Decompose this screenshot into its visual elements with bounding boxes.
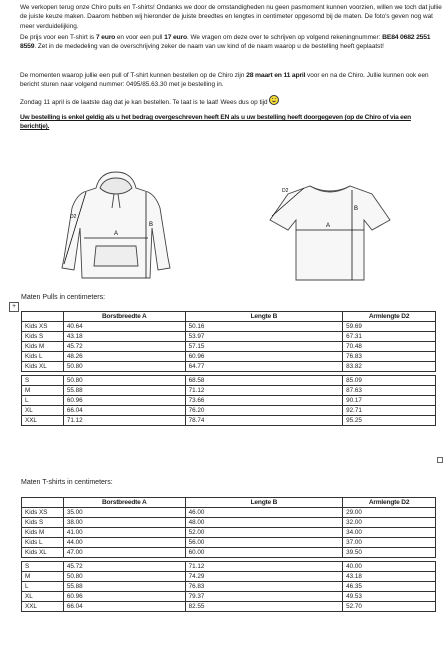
- hoodie-label-b: B: [149, 222, 154, 228]
- value-cell: 70.48: [343, 342, 436, 352]
- resize-handle-icon[interactable]: [437, 457, 443, 463]
- value-cell: 48.26: [63, 352, 185, 362]
- value-cell: 82.55: [185, 602, 343, 612]
- p2-text-a: De prijs voor een T-shirt is: [20, 34, 96, 41]
- value-cell: 46.00: [185, 508, 343, 518]
- value-cell: 85.09: [343, 376, 436, 386]
- value-cell: 55.88: [63, 386, 185, 396]
- size-cell: S: [22, 376, 64, 386]
- size-cell: Kids XL: [22, 362, 64, 372]
- value-cell: 40.00: [343, 562, 436, 572]
- tshirts-section-title: Maten T-shirts in centimeters:: [21, 479, 113, 486]
- size-cell: XXL: [22, 602, 64, 612]
- value-cell: 73.66: [185, 396, 343, 406]
- table-row: [22, 386, 436, 396]
- tshirt-label-d2: D2: [282, 188, 289, 194]
- value-cell: 60.96: [63, 396, 185, 406]
- size-cell: S: [22, 562, 64, 572]
- p2-text-b: en voor een pull: [115, 34, 165, 41]
- size-cell: Kids M: [22, 528, 64, 538]
- table-header-cell: Lengte B: [185, 312, 343, 322]
- size-cell: Kids L: [22, 352, 64, 362]
- value-cell: 44.00: [63, 538, 185, 548]
- table-header-cell: [22, 312, 64, 322]
- value-cell: 46.35: [343, 582, 436, 592]
- table-row: [22, 548, 436, 558]
- size-cell: M: [22, 572, 64, 582]
- table-row: [22, 396, 436, 406]
- value-cell: 41.00: [63, 528, 185, 538]
- value-cell: 29.00: [343, 508, 436, 518]
- table-header-cell: Armlengte D2: [343, 312, 436, 322]
- value-cell: 43.18: [343, 572, 436, 582]
- value-cell: 34.00: [343, 528, 436, 538]
- validity-notice: Uw bestelling is enkel geldig als u het bedrag overgeschreven heeft EN als u uw bestelling heeft doorgegeven (op de Chiro of via een berichtje).: [20, 114, 411, 131]
- value-cell: 66.04: [63, 406, 185, 416]
- value-cell: 59.69: [343, 322, 436, 332]
- table-row: [22, 406, 436, 416]
- value-cell: 78.74: [185, 416, 343, 426]
- value-cell: 68.58: [185, 376, 343, 386]
- table-row: [22, 322, 436, 332]
- value-cell: 38.00: [63, 518, 185, 528]
- smiley-icon: [269, 95, 279, 105]
- size-cell: Kids S: [22, 332, 64, 342]
- value-cell: 71.12: [185, 386, 343, 396]
- value-cell: 92.71: [343, 406, 436, 416]
- size-cell: XXL: [22, 416, 64, 426]
- table-header-cell: Armlengte D2: [343, 498, 436, 508]
- value-cell: 32.00: [343, 518, 436, 528]
- table-row: [22, 538, 436, 548]
- value-cell: 60.00: [185, 548, 343, 558]
- tshirt-diagram: [268, 180, 392, 284]
- value-cell: 39.50: [343, 548, 436, 558]
- intro-paragraph-3: [20, 71, 442, 90]
- account-number: BE84 0682 2551 8559: [20, 34, 431, 51]
- table-header-row: [22, 498, 436, 508]
- order-dates: 28 maart en 11 april: [246, 72, 306, 79]
- table-row: [22, 362, 436, 372]
- hoodie-diagram: [56, 168, 178, 290]
- p2-text-c: . We vragen om deze over te schrijven op volgend rekeningnummer:: [186, 34, 383, 41]
- pocket-shape: [94, 246, 138, 266]
- value-cell: 74.29: [185, 572, 343, 582]
- table-row: [22, 352, 436, 362]
- value-cell: 45.72: [63, 562, 185, 572]
- value-cell: 76.20: [185, 406, 343, 416]
- table-header-cell: [22, 498, 64, 508]
- value-cell: 35.00: [63, 508, 185, 518]
- p3-text-b: voor en na de Chiro. Jullie kunnen ook een bericht sturen naar volgend nummer: 0495/85.63.30 met je bestelling in.: [20, 72, 429, 89]
- intro-paragraph-4: [20, 95, 442, 107]
- value-cell: 71.12: [185, 562, 343, 572]
- hoodie-label-a: A: [114, 231, 119, 237]
- value-cell: 47.00: [63, 548, 185, 558]
- p2-text-d: . Zet in de mededeling van de overschrijving zeker de naam van uw kind of de naam waarop u de bestelling heeft geplaatst!: [34, 43, 384, 51]
- value-cell: 60.96: [185, 352, 343, 362]
- value-cell: 76.83: [343, 352, 436, 362]
- value-cell: 50.80: [63, 362, 185, 372]
- table-row: [22, 416, 436, 426]
- table-row: [22, 582, 436, 592]
- value-cell: 50.16: [185, 322, 343, 332]
- value-cell: 90.17: [343, 396, 436, 406]
- value-cell: 83.82: [343, 362, 436, 372]
- tshirts-size-table: [21, 497, 436, 612]
- size-cell: L: [22, 396, 64, 406]
- intro-paragraph-2: [20, 33, 442, 52]
- size-cell: Kids M: [22, 342, 64, 352]
- table-row: [22, 518, 436, 528]
- size-cell: Kids XS: [22, 508, 64, 518]
- p3-text-a: De momenten waarop jullie een pull of T-shirt kunnen bestellen op de Chiro zijn: [20, 72, 247, 79]
- table-row: [22, 332, 436, 342]
- table-row: [22, 562, 436, 572]
- size-cell: Kids S: [22, 518, 64, 528]
- size-cell: L: [22, 582, 64, 592]
- table-header-cell: Borstbreedte A: [63, 312, 185, 322]
- tshirt-price: 7 euro: [95, 34, 116, 41]
- table-header-cell: Borstbreedte A: [63, 498, 185, 508]
- p4-text: Zondag 11 april is de laatste dag dat je kan bestellen. Te laat is te laat! Wees dus op tijd: [20, 99, 270, 106]
- value-cell: 53.97: [185, 332, 343, 342]
- size-cell: Kids L: [22, 538, 64, 548]
- value-cell: 64.77: [185, 362, 343, 372]
- value-cell: 71.12: [63, 416, 185, 426]
- value-cell: 50.80: [63, 376, 185, 386]
- value-cell: 56.00: [185, 538, 343, 548]
- hoodie-label-d2: D2: [70, 214, 77, 220]
- value-cell: 76.83: [185, 582, 343, 592]
- value-cell: 49.53: [343, 592, 436, 602]
- pulls-section-title: Maten Pulls in centimeters:: [21, 294, 106, 301]
- intro-paragraph-1: We verkopen terug onze Chiro pulls en T-shirts! Ondanks we door de omstandigheden nu geen pasmoment kunnen voorzien, willen we toch dat jullie de juiste keuze maken. Daarom hebben wij hieronder de juiste breedtes en lengtes in centimeter opgesomd bij de maten. De foto's geven nog wat meer verduidelijking.: [20, 4, 442, 30]
- size-cell: XL: [22, 406, 64, 416]
- table-row: [22, 342, 436, 352]
- value-cell: 40.64: [63, 322, 185, 332]
- pulls-size-table: [21, 311, 436, 426]
- value-cell: 50.80: [63, 572, 185, 582]
- tshirt-label-a: A: [326, 223, 331, 229]
- value-cell: 37.00: [343, 538, 436, 548]
- size-cell: XL: [22, 592, 64, 602]
- value-cell: 43.18: [63, 332, 185, 342]
- table-header-cell: Lengte B: [185, 498, 343, 508]
- tshirt-body-shape: [270, 186, 390, 280]
- value-cell: 67.31: [343, 332, 436, 342]
- move-handle-icon[interactable]: +: [9, 302, 19, 312]
- value-cell: 48.00: [185, 518, 343, 528]
- table-row: [22, 376, 436, 386]
- size-cell: Kids XS: [22, 322, 64, 332]
- value-cell: 55.88: [63, 582, 185, 592]
- table-row: [22, 572, 436, 582]
- pull-price: 17 euro: [164, 34, 187, 41]
- value-cell: 52.70: [343, 602, 436, 612]
- value-cell: 95.25: [343, 416, 436, 426]
- value-cell: 79.37: [185, 592, 343, 602]
- value-cell: 87.63: [343, 386, 436, 396]
- value-cell: 57.15: [185, 342, 343, 352]
- table-header-row: [22, 312, 436, 322]
- table-row: [22, 602, 436, 612]
- table-row: [22, 528, 436, 538]
- table-row: [22, 592, 436, 602]
- value-cell: 45.72: [63, 342, 185, 352]
- size-cell: Kids XL: [22, 548, 64, 558]
- size-cell: M: [22, 386, 64, 396]
- tshirt-label-b: B: [354, 206, 359, 212]
- value-cell: 52.00: [185, 528, 343, 538]
- value-cell: 60.96: [63, 592, 185, 602]
- table-row: [22, 508, 436, 518]
- value-cell: 66.04: [63, 602, 185, 612]
